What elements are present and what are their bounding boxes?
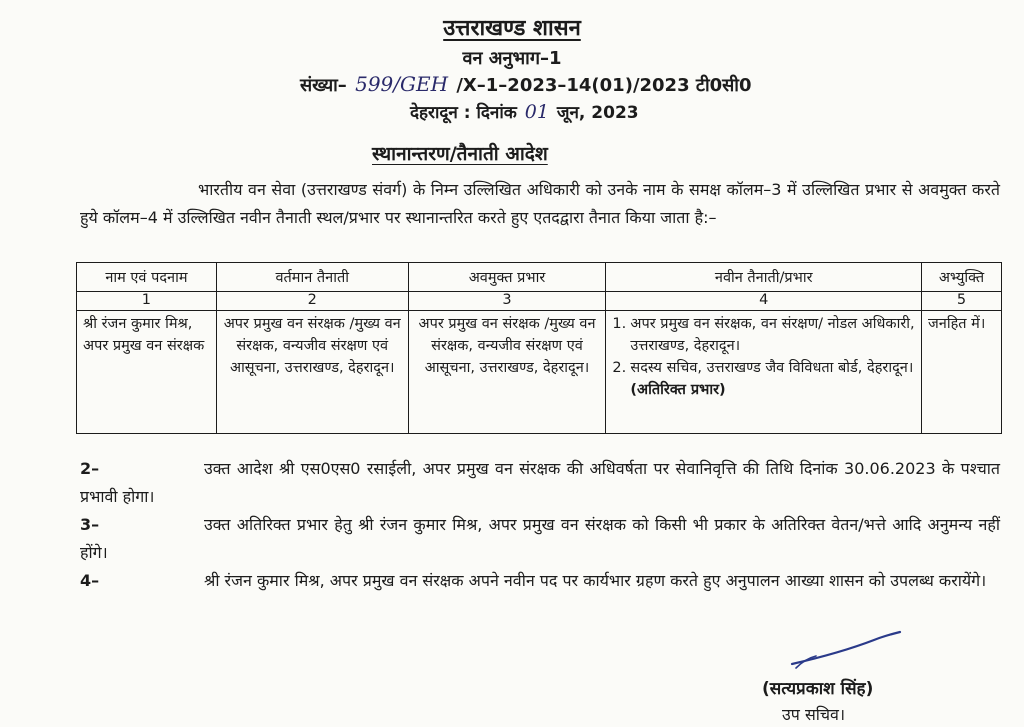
header-new-posting: नवीन तैनाती/प्रभार	[606, 263, 922, 292]
new-posting-item-2	[612, 357, 915, 401]
header-current-posting: वर्तमान तैनाती	[216, 263, 408, 292]
officer-name: श्री रंजन कुमार मिश्र, अपर प्रमुख वन संरक्षक	[77, 311, 217, 434]
handwritten-date: 01	[524, 101, 549, 123]
section-heading: वन अनुभाग–1	[462, 48, 562, 69]
col-number-2: 2	[216, 292, 408, 311]
signatory-name: (सत्यप्रकाश सिंह)	[762, 679, 874, 699]
additional-charge-note: (अतिरिक्त प्रभार)	[630, 382, 726, 398]
item-text	[630, 357, 915, 401]
col-number-4: 4	[606, 292, 922, 311]
posting-table	[76, 262, 1002, 434]
point-2	[80, 455, 1000, 511]
point-text: उक्त आदेश श्री एस0एस0 रसाईली, अपर प्रमुख वन संरक्षक की अधिवर्षता पर सेवानिवृत्ति की तिथि दिनांक 30.06.2023 के पश्चात प्रभावी होगा।	[80, 459, 1000, 506]
item-number: 1.	[612, 316, 627, 332]
new-posting	[606, 311, 922, 434]
government-heading: उत्तराखण्ड शासन	[443, 16, 581, 41]
signatory-designation: उप सचिव।	[782, 705, 846, 724]
point-number: 4–	[80, 571, 100, 590]
table-header-row	[77, 263, 1002, 292]
relieved-charge: अपर प्रमुख वन संरक्षक /मुख्य वन संरक्षक, वन्यजीव संरक्षण एवं आसूचना, उत्तराखण्ड, देहरादून।	[408, 311, 606, 434]
handwritten-order-number: 599/GEH	[355, 72, 449, 96]
header-remarks: अभ्युक्ति	[922, 263, 1002, 292]
date-suffix: जून, 2023	[556, 103, 639, 123]
item-text: अपर प्रमुख वन संरक्षक, वन संरक्षण/ नोडल अधिकारी, उत्तराखण्ड, देहरादून।	[630, 316, 915, 354]
order-suffix: /X–1–2023–14(01)/2023 टी0सी0	[456, 75, 752, 96]
point-number: 2–	[80, 459, 100, 478]
order-number	[300, 72, 752, 97]
column-number-row	[77, 292, 1002, 311]
point-text: श्री रंजन कुमार मिश्र, अपर प्रमुख वन संरक्षक अपने नवीन पद पर कार्यभार ग्रहण करते हुए अनुपालन आख्या शासन को उपलब्ध करायेंगे।	[204, 571, 987, 590]
col-number-1: 1	[77, 292, 217, 311]
remarks: जनहित में।	[922, 311, 1002, 434]
point-text: उक्त अतिरिक्त प्रभार हेतु श्री रंजन कुमार मिश्र, अपर प्रमुख वन संरक्षक को किसी भी प्रकार के अतिरिक्त वेतन/भत्ते आदि अनुमन्य नहीं होंगे।	[80, 515, 1000, 562]
table-row	[77, 311, 1002, 434]
handwritten-signature	[788, 628, 908, 676]
intro-paragraph: भारतीय वन सेवा (उत्तराखण्ड संवर्ग) के निम्न उल्लिखित अधिकारी को उनके नाम के समक्ष कॉलम–3 में उल्लिखित प्रभार से अवमुक्त करते हुये कॉलम–4 में उल्लिखित नवीन तैनाती स्थल/प्रभार पर स्थानान्तरित करते हुए एतदद्वारा तैनात किया जाता है:–	[80, 180, 1000, 227]
header-name: नाम एवं पदनाम	[77, 263, 217, 292]
item-number: 2.	[612, 360, 627, 376]
place-date-line	[410, 100, 639, 123]
item-text-main: सदस्य सचिव, उत्तराखण्ड जैव विविधता बोर्ड, देहरादून।	[630, 360, 914, 376]
col-number-3: 3	[408, 292, 606, 311]
order-prefix: संख्या–	[300, 75, 347, 96]
point-4	[80, 567, 1000, 595]
place-label: देहरादून : दिनांक	[410, 103, 517, 123]
new-posting-item-1	[612, 313, 915, 357]
header-relieved-charge: अवमुक्त प्रभार	[408, 263, 606, 292]
current-posting: अपर प्रमुख वन संरक्षक /मुख्य वन संरक्षक, वन्यजीव संरक्षण एवं आसूचना, उत्तराखण्ड, देहरादून।	[216, 311, 408, 434]
point-3	[80, 511, 1000, 567]
order-title: स्थानान्तरण/तैनाती आदेश	[372, 143, 548, 165]
col-number-5: 5	[922, 292, 1002, 311]
point-number: 3–	[80, 515, 100, 534]
